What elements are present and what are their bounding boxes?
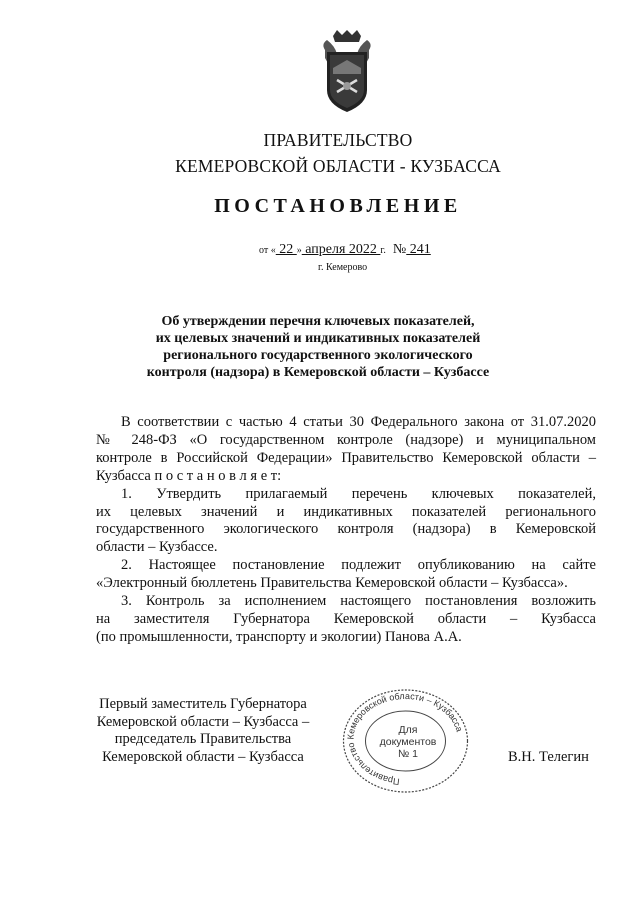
city-label: г. Кемерово: [318, 262, 368, 273]
date-quote-close: »: [296, 245, 302, 256]
date-month-year: апреля 2022: [301, 242, 381, 257]
item-1-line: их целевых значений и индикативных показателей регионального: [96, 503, 596, 520]
signatory-title-line: Кемеровской области – Кузбасса: [102, 748, 304, 765]
signatory-name: В.Н. Телегин: [508, 749, 589, 765]
coat-of-arms-emblem: [319, 30, 375, 114]
signatory-title-line: Первый заместитель Губернатора: [99, 696, 307, 712]
subject-line: регионального государственного экологического: [163, 348, 473, 363]
document-body: [96, 414, 596, 647]
stamp-center-text: [373, 724, 443, 760]
item-2-line: 2. Настоящее постановление подлежит опубликованию на сайте: [121, 557, 596, 574]
stamp-ring-text: Правительство Кемеровской области – Кузбасса: [345, 690, 465, 787]
document-number: 241: [406, 242, 431, 257]
document-subject: [118, 313, 518, 381]
date-prefix: от «: [259, 245, 276, 256]
item-3-line: 3. Контроль за исполнением настоящего постановления возложить: [121, 593, 596, 610]
signatory-title-line: Кемеровской области – Кузбасса –: [96, 713, 310, 730]
document-type-heading: ПОСТАНОВЛЕНИЕ: [214, 195, 462, 217]
stamp-center-line: Для: [398, 724, 418, 736]
date-number-line: [259, 242, 431, 258]
body-line: В соответствии с частью 4 статьи 30 Федерального закона от 31.07.2020: [121, 414, 596, 430]
body-line: № 248-ФЗ «О государственном контроле (надзоре) и муниципальном: [96, 431, 596, 448]
region-title: КЕМЕРОВСКОЙ ОБЛАСТИ - КУЗБАССА: [175, 156, 501, 176]
body-line: Кузбасса п о с т а н о в л я е т:: [96, 467, 282, 484]
item-2-line: «Электронный бюллетень Правительства Кемеровской области – Кузбасса».: [96, 575, 568, 592]
item-3-line: (по промышленности, транспорту и экологии) Панова А.А.: [96, 628, 462, 645]
stamp-center-line: № 1: [397, 748, 419, 760]
item-1-line: области – Кузбассе.: [96, 539, 218, 556]
subject-line: контроля (надзора) в Кемеровской области – Кузбассе: [146, 365, 490, 380]
signatory-title: [92, 696, 314, 766]
subject-line: их целевых значений и индикативных показателей: [155, 331, 481, 346]
subject-line: Об утверждении перечня ключевых показателей,: [161, 314, 475, 329]
item-1-line: государственного экологического контроля (надзора) в Кемеровской: [96, 521, 596, 538]
date-year-abbr: г.: [380, 245, 386, 256]
number-label: №: [392, 242, 407, 257]
body-line: контроле в Российской Федерации» Правительство Кемеровской области –: [96, 449, 596, 466]
item-1-line: 1. Утвердить прилагаемый перечень ключевых показателей,: [121, 485, 596, 502]
signatory-title-line: председатель Правительства: [114, 731, 292, 748]
date-day: 22: [275, 242, 297, 257]
stamp-center-line: документов: [379, 736, 437, 748]
government-title: ПРАВИТЕЛЬСТВО: [263, 130, 413, 150]
item-3-line: на заместителя Губернатора Кемеровской области – Кузбасса: [96, 610, 596, 627]
